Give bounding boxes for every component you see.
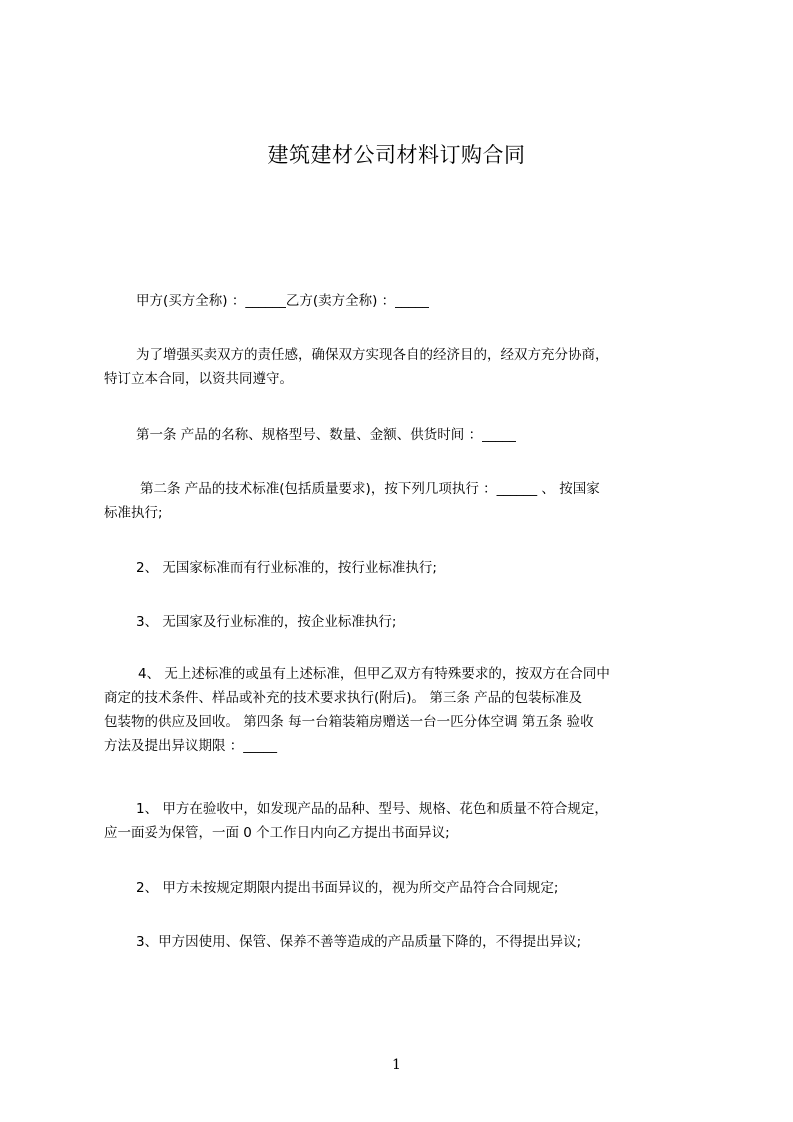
paragraph-line: 3、 无国家及行业标准的，按企业标准执行;: [136, 614, 397, 630]
paragraph-line: 标准执行;: [104, 505, 163, 521]
item-3-paragraph: [136, 610, 736, 634]
paragraph-line: 2、 甲方未按规定期限内提出书面异议的，视为所交产品符合合同规定;: [136, 880, 559, 896]
article-1-paragraph: [136, 423, 736, 447]
paragraph-line: 第一条 产品的名称、规格型号、数量、金额、供货时间 ：_____: [136, 427, 516, 443]
purpose-paragraph: [104, 343, 704, 391]
paragraph-line: 为了增强买卖双方的责任感，确保双方实现各自的经济目的，经双方充分协商，: [136, 347, 609, 363]
article-2-paragraph: [104, 477, 704, 525]
paragraph-line: 3、甲方因使用、保管、保养不善等造成的产品质量下降的，不得提出异议;: [136, 934, 582, 950]
parties-paragraph: [136, 289, 736, 313]
page-number: 1: [392, 1057, 401, 1073]
acceptance-3-paragraph: [136, 930, 736, 954]
paragraph-line: 1、 甲方在验收中，如发现产品的品种、型号、规格、花色和质量不符合规定，: [136, 801, 608, 817]
paragraph-line: 商定的技术条件、样品或补充的技术要求执行(附后)。 第三条 产品的包装标准及: [104, 690, 583, 706]
paragraph-line: 第二条 产品的技术标准(包括质量要求)，按下列几项执行 ：______ 、 按国家: [140, 481, 600, 497]
paragraph-line: 甲方(买方全称) ：______乙方(卖方全称) ：_____: [136, 293, 429, 309]
paragraph-line: 包装物的供应及回收。 第四条 每一台箱装箱房赠送一台一匹分体空调 第五条 验收: [104, 714, 594, 730]
contract-title: 建筑建材公司材料订购合同: [267, 143, 526, 167]
paragraph-line: 方法及提出异议期限 ：_____: [104, 738, 278, 754]
acceptance-2-paragraph: [136, 876, 736, 900]
paragraph-line: 4、 无上述标准的或虽有上述标准，但甲乙双方有特殊要求的，按双方在合同中: [138, 666, 610, 682]
item-2-paragraph: [136, 556, 736, 580]
paragraph-line: 特订立本合同，以资共同遵守。: [104, 371, 293, 387]
paragraph-line: 2、 无国家标准而有行业标准的，按行业标准执行;: [136, 560, 437, 576]
item-4-paragraph: [104, 662, 704, 758]
acceptance-1-paragraph: [104, 797, 704, 845]
paragraph-line: 应一面妥为保管，一面 0 个工作日内向乙方提出书面异议;: [104, 825, 450, 841]
